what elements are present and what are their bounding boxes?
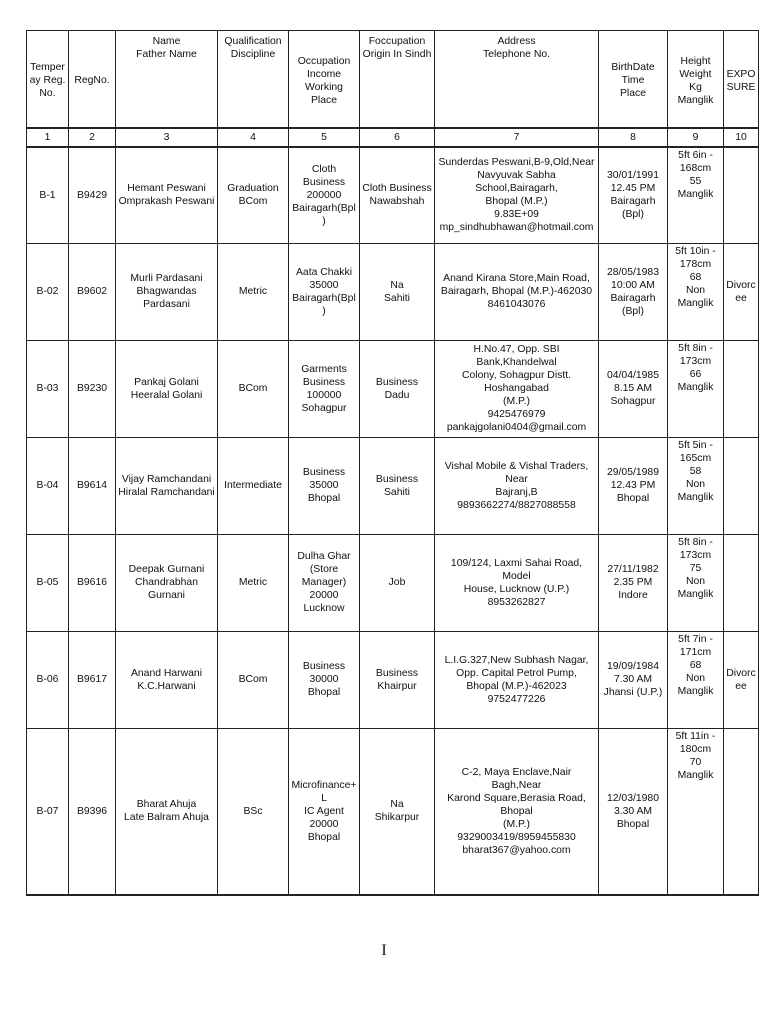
temp-reg-cell [27,534,69,631]
height-weight-cell [668,243,724,340]
occupation-cell [289,340,360,437]
cell-text-line: Manglik [677,189,714,200]
header-text-line: Height [680,55,711,67]
document-page [26,30,758,896]
occupation-cell [289,437,360,534]
cell-text-line: Sohagpur [301,402,347,414]
cell-text-line: Bairagarh, Bhopal (M.P.)-462030 [440,286,593,297]
cell-text-line: B9396 [76,805,108,817]
cell-text-line: Pankaj Golani [134,376,199,388]
column-number-cell: 10 [724,128,759,147]
cell-text-line: B9614 [76,480,108,491]
cell-text-line: 29/05/1989 [606,467,659,478]
cell-text-line: 35000 [309,279,339,291]
header-text-line: Origin In Sindh [362,49,432,60]
cell-text-line: BCom [238,674,268,685]
address-cell [435,631,599,728]
cell-text-line: 9.83E+09 [494,209,539,221]
occupation-cell [289,243,360,340]
qualification-cell [218,728,289,895]
cell-text-line: Manglik [677,769,714,781]
exposure-cell [724,631,759,728]
address-cell [435,534,599,631]
cell-text-line: Intermediate [224,480,282,491]
cell-text-line: 58 [689,465,702,477]
cell-text-line: 5ft 11in - [675,730,716,742]
cell-text-line: Vishal Mobile & Vishal Traders, Near [444,460,589,485]
birth-cell [599,243,668,340]
temp-reg-cell [27,243,69,340]
height-weight-cell [668,534,724,631]
header-text-line: Occupation [297,55,351,67]
cell-text-line: Karond Square,Berasia Road, Bhopal [447,792,586,817]
temp-reg-cell [27,728,69,895]
cell-text-line: Heeralal Golani [130,389,203,401]
header-text-line: SURE [726,81,756,93]
origin-cell [360,728,435,895]
cell-text-line: Shikarpur [374,812,420,824]
qualification-cell [218,243,289,340]
cell-text-line: ee [735,680,747,692]
header-text-line: EXPO [726,68,756,80]
cell-text-line: Non [685,478,706,490]
header-address-telephone [435,31,599,129]
cell-text-line: B-07 [36,805,59,817]
cell-text-line: B9616 [76,577,108,588]
name-cell [116,147,218,243]
page-number: I [381,942,387,959]
header-text-line: Name [152,36,181,47]
cell-text-line: (Bpl) [622,209,644,221]
cell-text-line: 109/124, Laxmi Sahai Road, Model [450,557,583,582]
cell-text-line: 5ft 10in - [675,245,716,257]
cell-text-line: Bhopal [307,493,341,504]
cell-text-line: Bairagarh [610,292,656,304]
cell-text-line: 200000 [306,189,342,201]
header-text-line: RegNo. [74,75,110,86]
table-row [27,340,759,437]
cell-text-line: Bhopal [616,493,650,504]
cell-text-line: B9429 [76,189,108,201]
occupation-cell [289,534,360,631]
cell-text-line: Business [302,376,346,388]
cell-text-line: 04/04/1985 [606,370,659,381]
cell-text-line: Non [685,672,706,684]
height-weight-cell [668,437,724,534]
cell-text-line: 7.30 AM [613,674,653,685]
cell-text-line: Garments [301,363,347,375]
cell-text-line: Na [390,799,404,811]
cell-text-line: 171cm [679,646,712,658]
cell-text-line: Opp. Capital Petrol Pump, [456,667,577,679]
column-number-cell: 2 [69,128,116,147]
cell-text-line: 12.43 PM [610,480,656,491]
cell-text-line: Anand Kirana Store,Main Road, [443,273,590,284]
header-text-line: Father Name [136,49,197,60]
cell-text-line: 66 [689,368,702,380]
qualification-cell [218,437,289,534]
cell-text-line: 173cm [679,549,712,561]
cell-text-line: Bhopal (M.P.)-462023 [466,680,567,692]
name-cell [116,243,218,340]
exposure-cell [724,728,759,895]
cell-text-line: Business [375,667,419,679]
cell-text-line: 20000 [309,818,339,830]
origin-cell [360,147,435,243]
address-cell [435,243,599,340]
cell-text-line: Hiralal Ramchandani [118,486,215,498]
header-text-line: Manglik [677,94,714,106]
header-text-line: BirthDate [611,62,655,73]
occupation-cell [289,631,360,728]
cell-text-line: Bhopal [616,818,650,830]
cell-text-line: B-02 [36,286,59,297]
occupation-cell [289,728,360,895]
cell-text-line: BCom [238,383,268,394]
cell-text-line: Graduation [227,183,279,195]
cell-text-line: Microfinance+L [291,779,357,804]
cell-text-line: 5ft 6in - [678,150,713,161]
name-cell [116,340,218,437]
cell-text-line: Bajranj,B [495,486,538,498]
name-cell [116,534,218,631]
address-cell [435,437,599,534]
column-number-row [27,128,759,147]
cell-text-line: Manglik [677,491,714,503]
cell-text-line: ee [735,292,747,304]
cell-text-line: Manglik [677,685,714,697]
cell-text-line: Colony, Sohagpur Distt. Hoshangabad [462,370,571,394]
header-text-line: Working Place [305,81,343,106]
header-qualification-discipline [218,31,289,129]
cell-text-line: 68 [689,659,702,671]
exposure-cell [724,243,759,340]
cell-text-line: C-2, Maya Enclave,Nair Bagh,Near [461,766,572,791]
cell-text-line: Lucknow [303,603,345,614]
birth-cell [599,534,668,631]
reg-no-cell [69,728,116,895]
cell-text-line: 5ft 5in - [678,439,713,451]
address-cell [435,147,599,243]
column-number-cell: 1 [27,128,69,147]
cell-text-line: Manglik [677,588,714,600]
column-number-cell: 7 [435,128,599,147]
cell-text-line: 3.30 AM [613,805,653,817]
header-row [27,31,759,129]
cell-text-line: 9329003419/8959455830 [457,831,576,843]
cell-text-line: 173cm [679,355,712,367]
cell-text-line: Indore [618,590,648,601]
reg-no-cell [69,340,116,437]
cell-text-line: 5ft 8in - [678,342,713,354]
height-weight-cell [668,147,724,243]
cell-text-line: Nawabshah [369,196,425,208]
cell-text-line: (Bpl) [622,305,644,317]
cell-text-line: Late Balram Ahuja [124,812,209,824]
birth-cell [599,147,668,243]
header-reg-no [69,31,116,129]
cell-text-line: B9230 [76,383,108,394]
reg-no-cell [69,534,116,631]
cell-text-line: pankajgolani0404@gmail.com [446,422,587,433]
cell-text-line: Na [390,279,404,291]
column-number-cell: 4 [218,128,289,147]
address-cell [435,728,599,895]
cell-text-line: 19/09/1984 [606,661,659,672]
cell-text-line: 75 [689,562,702,574]
column-number-cell: 5 [289,128,360,147]
header-text-line: Time [621,75,645,86]
column-number-cell: 6 [360,128,435,147]
cell-text-line: 55 [689,176,702,187]
cell-text-line: Navyuvak Sabha School,Bairagarh, [475,170,558,195]
cell-text-line: bharat367@yahoo.com [462,844,571,856]
header-text-line: Weight [679,68,712,80]
header-text-line: Temper [30,62,65,73]
height-weight-cell [668,728,724,895]
cell-text-line: IC Agent [304,805,344,817]
cell-text-line: Dadu [384,389,410,401]
cell-text-line: B-06 [36,674,59,685]
qualification-cell [218,147,289,243]
cell-text-line: Business [375,376,419,388]
table-row [27,147,759,243]
cell-text-line: Bairagarh(Bpl) [292,202,356,227]
reg-no-cell [69,243,116,340]
cell-text-line: 12/03/1980 [606,792,659,804]
cell-text-line: Deepak Gurnani [128,564,205,575]
cell-text-line: Jhansi (U.P.) [603,687,663,698]
reg-no-cell [69,437,116,534]
address-cell [435,340,599,437]
candidate-table [26,30,759,896]
header-text-line: Telephone No. [482,49,550,60]
height-weight-cell [668,631,724,728]
name-cell [116,437,218,534]
table-row [27,243,759,340]
cell-text-line: Bhopal (M.P.) [485,196,548,208]
temp-reg-cell [27,340,69,437]
cell-text-line: Sahiti [384,486,410,498]
name-cell [116,631,218,728]
table-row [27,728,759,895]
height-weight-cell [668,340,724,437]
header-text-line: Qualification [224,36,282,47]
cell-text-line: 35000 [309,480,339,491]
cell-text-line: 2.35 PM [613,577,653,588]
cell-text-line: 20000 [309,590,339,601]
cell-text-line: Manglik [677,297,714,309]
cell-text-line: Job [388,577,406,588]
header-text-line: Place [620,88,646,99]
cell-text-line: Anand Harwani [130,667,203,679]
qualification-cell [218,340,289,437]
header-text-line: Discipline [230,49,276,60]
exposure-cell [724,534,759,631]
cell-text-line: 8953262827 [487,596,546,608]
cell-text-line: Cloth Business [362,183,432,195]
cell-text-line: B-1 [39,189,56,201]
cell-text-line: (Store [309,564,339,575]
cell-text-line: Dulha Ghar [297,551,351,562]
cell-text-line: 70 [689,756,702,768]
origin-cell [360,534,435,631]
cell-text-line: 12.45 PM [610,183,656,195]
header-height-weight-manglik [668,31,724,129]
cell-text-line: Non [685,284,706,296]
birth-cell [599,728,668,895]
birth-cell [599,437,668,534]
occupation-cell [289,147,360,243]
origin-cell [360,243,435,340]
temp-reg-cell [27,437,69,534]
cell-text-line: Business [302,661,346,672]
cell-text-line: Bhagwandas Pardasani [136,286,197,310]
table-row [27,534,759,631]
cell-text-line: 30/01/1991 [606,170,659,182]
cell-text-line: Hemant Peswani [127,183,206,195]
cell-text-line: 28/05/1983 [606,266,659,278]
cell-text-line: B-03 [36,383,59,394]
cell-text-line: BCom [238,196,268,208]
cell-text-line: H.No.47, Opp. SBI Bank,Khandelwal [473,344,560,368]
exposure-cell [724,437,759,534]
cell-text-line: 68 [689,271,702,283]
cell-text-line: 30000 [309,674,339,685]
cell-text-line: Business [375,473,419,485]
reg-no-cell [69,147,116,243]
origin-cell [360,437,435,534]
header-text-line: Foccupation [368,36,426,47]
header-foccupation-origin [360,31,435,129]
cell-text-line: 5ft 8in - [678,536,713,548]
table-row [27,437,759,534]
cell-text-line: Cloth Business [302,163,346,188]
cell-text-line: House, Lucknow (U.P.) [463,583,570,595]
cell-text-line: Sunderdas Peswani,B-9,Old,Near [438,157,595,169]
cell-text-line: 100000 [306,389,342,401]
name-cell [116,728,218,895]
cell-text-line: (M.P.) [503,818,530,830]
column-number-cell: 3 [116,128,218,147]
table-row [27,631,759,728]
cell-text-line: B-04 [36,480,59,491]
header-text-line: ay Reg. [29,75,66,86]
header-text-line: Address [497,36,536,47]
cell-text-line: 9893662274/8827088558 [457,499,576,511]
header-name-father-name [116,31,218,129]
cell-text-line: BSc [243,805,263,817]
qualification-cell [218,534,289,631]
cell-text-line: Murli Pardasani [130,273,203,284]
cell-text-line: Divorc [726,279,756,291]
origin-cell [360,340,435,437]
cell-text-line: 9425476979 [487,409,546,420]
cell-text-line: Bairagarh [610,196,656,208]
reg-no-cell [69,631,116,728]
cell-text-line: Bhopal [307,831,341,843]
cell-text-line: B-05 [36,577,59,588]
cell-text-line: 178cm [679,258,712,270]
column-number-cell: 9 [668,128,724,147]
temp-reg-cell [27,631,69,728]
qualification-cell [218,631,289,728]
cell-text-line: Omprakash Peswani [118,196,215,208]
header-temp-reg-no [27,31,69,129]
header-text-line: No. [39,88,56,99]
cell-text-line: 10:00 AM [611,279,655,291]
cell-text-line: Business [302,467,346,478]
cell-text-line: 180cm [679,743,712,755]
temp-reg-cell [27,147,69,243]
cell-text-line: Bharat Ahuja [136,799,197,811]
header-text-line: Kg [689,81,702,93]
cell-text-line: 8461043076 [487,299,546,310]
origin-cell [360,631,435,728]
exposure-cell [724,340,759,437]
cell-text-line: B9617 [76,674,108,685]
cell-text-line: Manglik [677,381,714,393]
cell-text-line: 168cm [679,163,712,174]
cell-text-line: Sohagpur [610,396,656,407]
header-exposure [724,31,759,129]
exposure-cell [724,147,759,243]
cell-text-line: Khairpur [377,680,417,692]
cell-text-line: Metric [238,286,268,297]
cell-text-line: (M.P.) [503,396,530,407]
header-birth-date-time-place [599,31,668,129]
cell-text-line: 27/11/1982 [607,564,659,575]
cell-text-line: L.I.G.327,New Subhash Nagar, [444,654,589,666]
cell-text-line: 8.15 AM [613,383,653,394]
cell-text-line: Chandrabhan Gurnani [135,577,198,601]
cell-text-line: Manager) [301,577,347,588]
cell-text-line: 5ft 7in - [678,633,713,645]
cell-text-line: B9602 [76,286,108,297]
cell-text-line: 9752477226 [487,693,546,705]
cell-text-line: Non [685,575,706,587]
column-number-cell: 8 [599,128,668,147]
cell-text-line: Sahiti [384,292,410,304]
cell-text-line: Metric [238,577,268,588]
cell-text-line: Aata Chakki [295,266,353,278]
cell-text-line: K.C.Harwani [137,680,196,692]
header-occupation-income-place [289,31,360,129]
header-text-line: Income [306,68,342,80]
cell-text-line: Bhopal [307,687,341,698]
cell-text-line: 165cm [679,452,712,464]
birth-cell [599,631,668,728]
cell-text-line: Vijay Ramchandani [121,473,212,485]
cell-text-line: mp_sindhubhawan@hotmail.com [439,222,594,234]
cell-text-line: Divorc [726,667,756,679]
birth-cell [599,340,668,437]
cell-text-line: Bairagarh(Bpl) [292,292,356,317]
